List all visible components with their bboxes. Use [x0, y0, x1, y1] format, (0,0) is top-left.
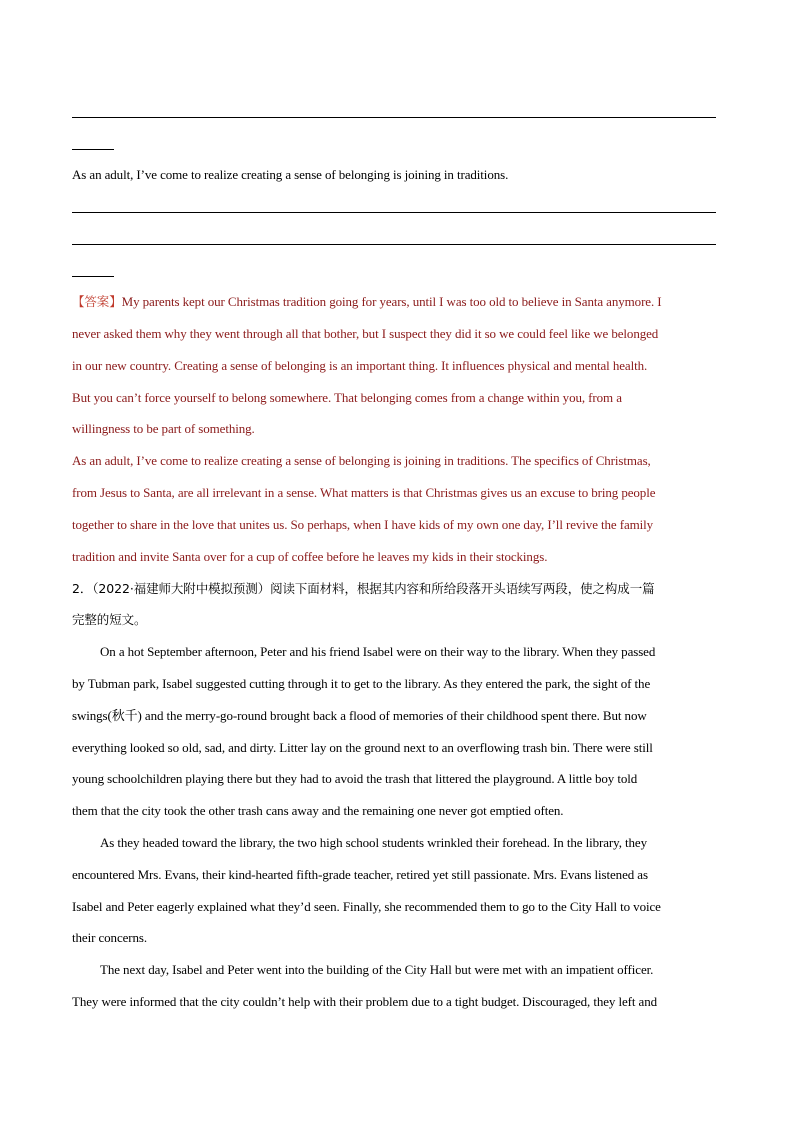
passage-line: swings(秋千) and the merry-go-round brought back a flood of memories of their childhood spent there. But now: [72, 708, 647, 723]
answer-blank-line-end: [72, 276, 114, 277]
answer-blank-line-end: [72, 149, 114, 150]
answer-blank-line: [72, 117, 716, 118]
passage-line: Isabel and Peter eagerly explained what they’d seen. Finally, she recommended them to go to the City Hall to voice: [72, 899, 661, 914]
passage-line: As they headed toward the library, the two high school students wrinkled their forehead. In the library, they: [100, 835, 647, 850]
passage-line: encountered Mrs. Evans, their kind-hearted fifth-grade teacher, retired yet still passionate. Mrs. Evans listened as: [72, 867, 648, 882]
answer-line: 【答案】My parents kept our Christmas tradition going for years, until I was too old to believe in Santa anymore. I: [72, 294, 662, 309]
passage-line: them that the city took the other trash cans away and the remaining one never got emptied often.: [72, 803, 564, 818]
answer-blank-line: [72, 244, 716, 245]
answer-line: tradition and invite Santa over for a cup of coffee before he leaves my kids in their stockings.: [72, 549, 548, 564]
passage-line: On a hot September afternoon, Peter and his friend Isabel were on their way to the library. When they passed: [100, 644, 656, 659]
answer-line: never asked them why they went through all that bother, but I suspect they did it so we could feel like we belonged: [72, 326, 659, 341]
answer-line: in our new country. Creating a sense of belonging is an important thing. It influences physical and mental health.: [72, 358, 648, 373]
passage-line: by Tubman park, Isabel suggested cutting through it to get to the library. As they entered the park, the sight of the: [72, 676, 651, 691]
passage-line: young schoolchildren playing there but they had to avoid the trash that littered the playground. A little boy told: [72, 771, 638, 786]
answer-line: together to share in the love that unites us. So perhaps, when I have kids of my own one day, I’ll revive the family: [72, 517, 654, 532]
answer-line: from Jesus to Santa, are all irrelevant in a sense. What matters is that Christmas gives us an excuse to bring people: [72, 485, 656, 500]
answer-line: As an adult, I’ve come to realize creating a sense of belonging is joining in traditions. The specifics of Christmas,: [72, 453, 651, 468]
paragraph-prompt: As an adult, I’ve come to realize creating a sense of belonging is joining in traditions.: [72, 167, 509, 182]
passage-line: everything looked so old, sad, and dirty. Litter lay on the ground next to an overflowing trash bin. There were still: [72, 740, 653, 755]
passage-line: They were informed that the city couldn’t help with their problem due to a tight budget. Discouraged, they left and: [72, 994, 658, 1009]
passage-line: their concerns.: [72, 930, 148, 945]
answer-line: But you can’t force yourself to belong somewhere. That belonging comes from a change within you, from a: [72, 390, 622, 405]
question-header: 完整的短文。: [72, 612, 147, 627]
answer-blank-line: [72, 212, 716, 213]
question-header: 2．（2022·福建师大附中模拟预测）阅读下面材料，根据其内容和所给段落开头语续写两段，使之构成一篇: [72, 581, 655, 596]
answer-tag: 【答案】: [72, 294, 122, 309]
passage-line: The next day, Isabel and Peter went into the building of the City Hall but were met with an impatient officer.: [100, 962, 654, 977]
answer-line: willingness to be part of something.: [72, 421, 255, 436]
